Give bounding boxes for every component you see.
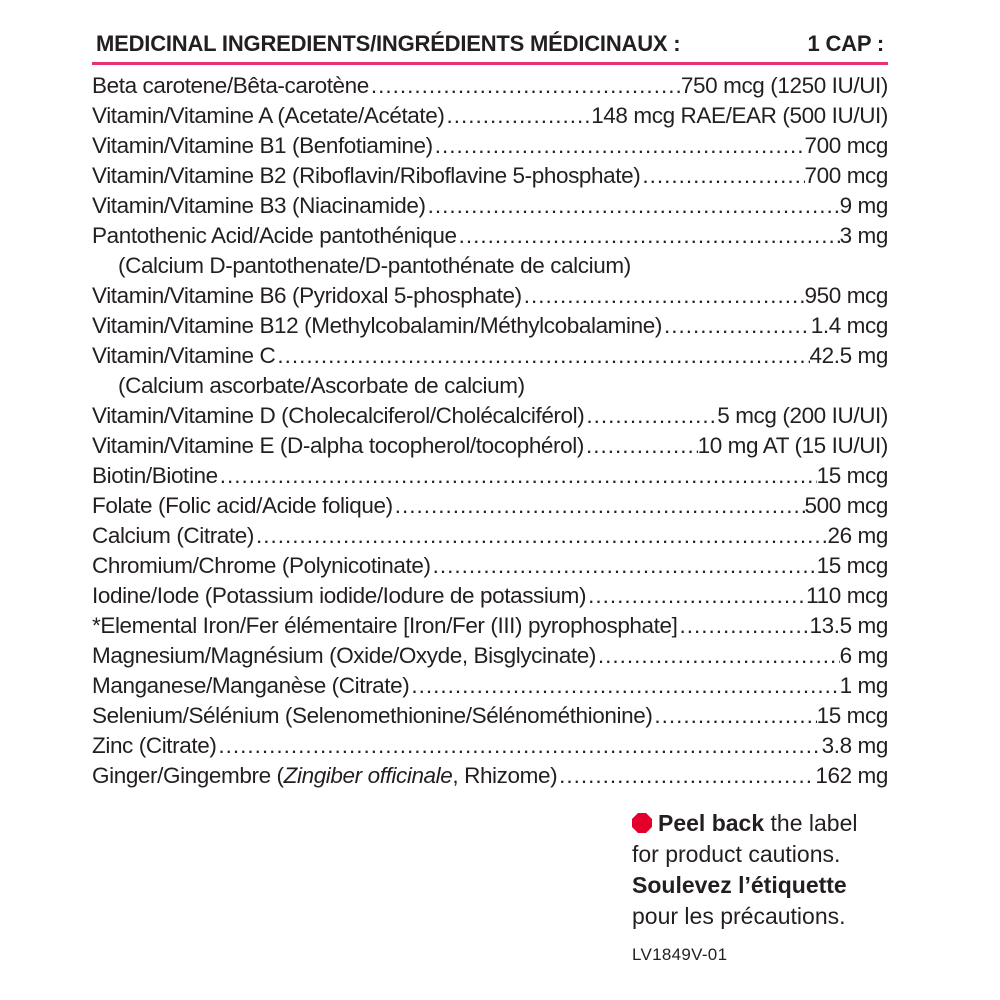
header-divider [92, 62, 888, 65]
ingredient-name: Folate (Folic acid/Acide folique) [92, 493, 393, 518]
ingredient-row [92, 611, 888, 641]
dot-leader [426, 191, 840, 221]
ingredient-name: Vitamin/Vitamine B12 (Methylcobalamin/Méthylcobalamine) [92, 313, 662, 338]
ingredient-amount: 15 mcg [816, 553, 888, 578]
ingredient-row [92, 671, 888, 701]
ingredient-name: Beta carotene/Bêta-carotène [92, 73, 369, 98]
ingredient-amount: 950 mcg [804, 283, 888, 308]
ingredient-name-part: Ginger/Gingembre ( [92, 763, 284, 788]
ingredient-amount: 6 mg [839, 643, 888, 668]
dot-leader [652, 701, 816, 731]
ingredient-row [92, 701, 888, 731]
dot-leader [393, 491, 805, 521]
ingredients-header [92, 28, 888, 60]
ingredient-name: Selenium/Sélénium (Selenomethionine/Sélénométhionine) [92, 703, 653, 728]
caution-notice [632, 808, 932, 932]
ingredient-row [92, 71, 888, 101]
notice-en-bold: Peel back [658, 810, 765, 836]
ingredient-row [92, 161, 888, 191]
ingredient-name: Vitamin/Vitamine C [92, 343, 276, 368]
ingredient-row [92, 461, 888, 491]
ingredient-amount: 15 mcg [816, 703, 888, 728]
dot-leader [457, 221, 840, 251]
ingredient-row [92, 581, 888, 611]
ingredient-row [92, 761, 888, 791]
ingredient-row [92, 431, 888, 461]
ingredient-row [92, 191, 888, 221]
dot-leader [662, 311, 811, 341]
ingredient-amount: 110 mcg [806, 583, 888, 608]
ingredient-amount: 750 mcg (1250 IU/UI) [680, 73, 888, 98]
ingredient-amount: 26 mg [827, 523, 888, 548]
dot-leader [216, 731, 821, 761]
ingredients-panel [92, 28, 888, 791]
header-title: MEDICINAL INGREDIENTS/INGRÉDIENTS MÉDICINAUX : [96, 31, 681, 56]
dot-leader [254, 521, 827, 551]
ingredient-name: Vitamin/Vitamine E (D-alpha tocopherol/tocophérol) [92, 433, 584, 458]
ingredient-amount: 9 mg [839, 193, 888, 218]
ingredient-row [92, 521, 888, 551]
ingredient-amount: 700 mcg [804, 163, 888, 188]
dot-leader [409, 671, 839, 701]
ingredient-amount: 42.5 mg [809, 343, 888, 368]
ingredient-amount: 5 mcg (200 IU/UI) [717, 403, 888, 428]
notice-en-line1 [632, 808, 932, 839]
ingredient-name: Zinc (Citrate) [92, 733, 217, 758]
ingredient-row [92, 101, 888, 131]
ingredient-row [92, 281, 888, 311]
ingredient-row [92, 131, 888, 161]
dot-leader [596, 641, 840, 671]
ingredient-row [92, 551, 888, 581]
notice-fr-line2: pour les précautions. [632, 903, 846, 929]
stop-sign-icon [632, 813, 652, 833]
ingredients-list [92, 71, 888, 791]
ingredient-amount: 15 mcg [816, 463, 888, 488]
ingredient-name-part: , Rhizome) [452, 763, 558, 788]
dot-leader [433, 131, 805, 161]
ingredient-name: *Elemental Iron/Fer élémentaire [Iron/Fer (III) pyrophosphate] [92, 613, 678, 638]
ingredient-amount: 10 mg AT (15 IU/UI) [697, 433, 888, 458]
ingredient-row [92, 341, 888, 371]
ingredient-name: Magnesium/Magnésium (Oxide/Oxyde, Bisglycinate) [92, 643, 596, 668]
ingredient-name [92, 761, 557, 791]
ingredient-row [92, 401, 888, 431]
product-code: LV1849V-01 [632, 945, 728, 964]
ingredient-latin-name: Zingiber officinale [283, 763, 453, 788]
ingredient-amount: 700 mcg [804, 133, 888, 158]
ingredient-row [92, 221, 888, 251]
ingredient-name: Vitamin/Vitamine B1 (Benfotiamine) [92, 133, 433, 158]
dot-leader [444, 101, 591, 131]
dot-leader [275, 341, 809, 371]
ingredient-row [92, 731, 888, 761]
ingredient-name: Pantothenic Acid/Acide pantothénique [92, 223, 457, 248]
ingredient-row [92, 641, 888, 671]
ingredient-source-line: (Calcium ascorbate/Ascorbate de calcium) [118, 373, 525, 398]
ingredient-amount: 1 mg [839, 673, 888, 698]
dot-leader [584, 431, 698, 461]
ingredient-name: Chromium/Chrome (Polynicotinate) [92, 553, 431, 578]
ingredient-amount: 3.8 mg [821, 733, 888, 758]
ingredient-name: Vitamin/Vitamine B6 (Pyridoxal 5-phosphate) [92, 283, 522, 308]
ingredient-amount: 148 mcg RAE/EAR (500 IU/UI) [591, 103, 888, 128]
dot-leader [677, 611, 809, 641]
notice-en-rest: the label [764, 810, 858, 836]
dot-leader [369, 71, 681, 101]
ingredient-amount: 162 mg [815, 763, 888, 788]
ingredient-name: Vitamin/Vitamine B3 (Niacinamide) [92, 193, 426, 218]
ingredient-name: Biotin/Biotine [92, 463, 218, 488]
dot-leader [584, 401, 717, 431]
dot-leader [431, 551, 817, 581]
notice-fr-bold: Soulevez l’étiquette [632, 872, 847, 898]
ingredient-name: Vitamin/Vitamine A (Acetate/Acétate) [92, 103, 445, 128]
ingredient-name: Manganese/Manganèse (Citrate) [92, 673, 410, 698]
dot-leader [640, 161, 804, 191]
ingredient-amount: 3 mg [839, 223, 888, 248]
dot-leader [522, 281, 805, 311]
ingredient-amount: 1.4 mcg [810, 313, 888, 338]
ingredient-name: Calcium (Citrate) [92, 523, 254, 548]
ingredient-name: Iodine/Iode (Potassium iodide/Iodure de potassium) [92, 583, 587, 608]
dot-leader [557, 761, 815, 791]
dot-leader [218, 461, 817, 491]
ingredient-name: Vitamin/Vitamine B2 (Riboflavin/Riboflavine 5-phosphate) [92, 163, 641, 188]
ingredient-row [92, 491, 888, 521]
ingredient-row [92, 311, 888, 341]
notice-en-line2: for product cautions. [632, 841, 841, 867]
ingredient-amount: 13.5 mg [809, 613, 888, 638]
ingredient-source-line: (Calcium D-pantothenate/D-pantothénate de calcium) [118, 253, 631, 278]
dot-leader [586, 581, 806, 611]
ingredient-name: Vitamin/Vitamine D (Cholecalciferol/Cholécalciférol) [92, 403, 585, 428]
ingredient-amount: 500 mcg [804, 493, 888, 518]
serving-size: 1 CAP : [807, 31, 884, 56]
